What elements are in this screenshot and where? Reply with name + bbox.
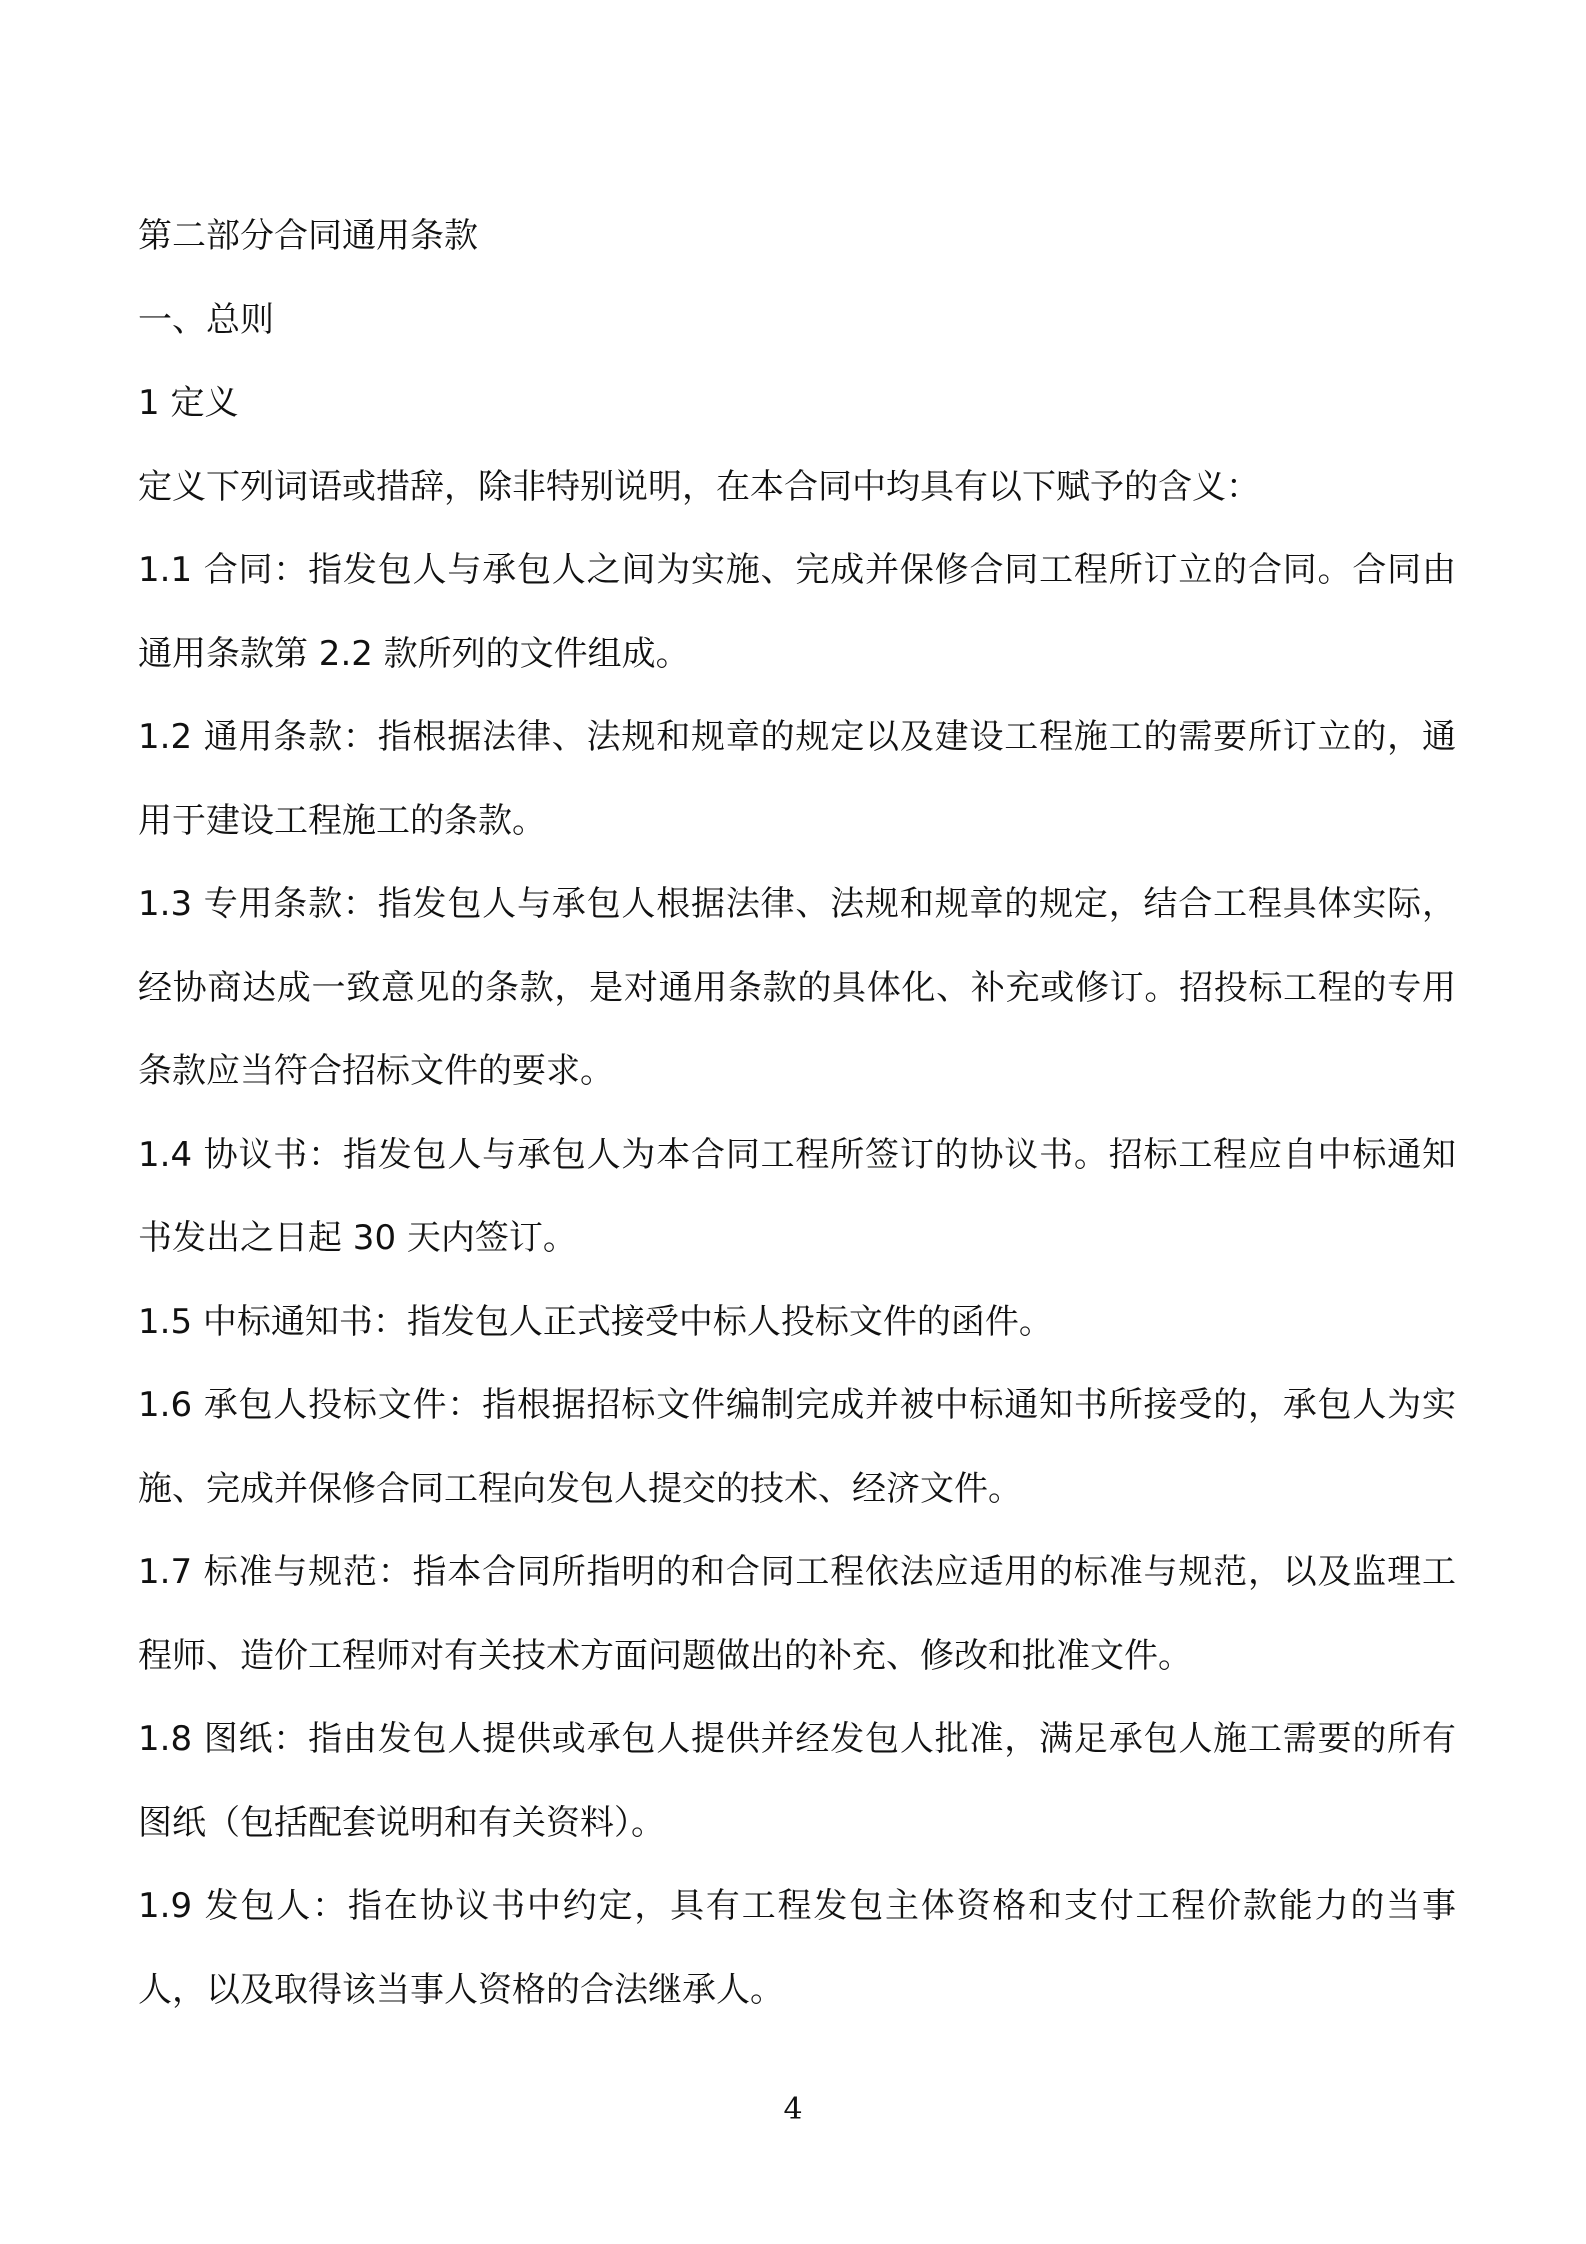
clause-1-3: 1.3 专用条款：指发包人与承包人根据法律、法规和规章的规定，结合工程具体实际，经协商达成一致意见的条款，是对通用条款的具体化、补充或修订。招投标工程的专用条款应当符合招标文件的要求。 xyxy=(138,884,1456,1091)
document-body xyxy=(138,195,1456,2032)
chapter-title: 一、总则 xyxy=(138,299,274,340)
clause-1-4: 1.4 协议书：指发包人与承包人为本合同工程所签订的协议书。招标工程应自中标通知书发出之日起 30 天内签订。 xyxy=(138,1134,1456,1258)
section-title: 1 定义 xyxy=(138,383,239,423)
page-number: 4 xyxy=(783,2092,803,2127)
clause-1-6: 1.6 承包人投标文件：指根据招标文件编制完成并被中标通知书所接受的，承包人为实施、完成并保修合同工程向发包人提交的技术、经济文件。 xyxy=(138,1385,1456,1509)
definitions-intro: 定义下列词语或措辞，除非特别说明，在本合同中均具有以下赋予的含义： xyxy=(138,466,1260,507)
part-title: 第二部分合同通用条款 xyxy=(138,216,478,256)
clause-1-5: 1.5 中标通知书：指发包人正式接受中标人投标文件的函件。 xyxy=(138,1301,1053,1342)
clause-1-9: 1.9 发包人：指在协议书中约定，具有工程发包主体资格和支付工程价款能力的当事人，以及取得该当事人资格的合法继承人。 xyxy=(138,1886,1456,2010)
clause-1-1: 1.1 合同：指发包人与承包人之间为实施、完成并保修合同工程所订立的合同。合同由通用条款第 2.2 款所列的文件组成。 xyxy=(138,550,1456,674)
clause-1-8: 1.8 图纸：指由发包人提供或承包人提供并经发包人批准，满足承包人施工需要的所有图纸（包括配套说明和有关资料）。 xyxy=(138,1719,1456,1843)
clause-1-7: 1.7 标准与规范：指本合同所指明的和合同工程依法应适用的标准与规范，以及监理工程师、造价工程师对有关技术方面问题做出的补充、修改和批准文件。 xyxy=(138,1552,1456,1676)
clause-1-2: 1.2 通用条款：指根据法律、法规和规章的规定以及建设工程施工的需要所订立的，通用于建设工程施工的条款。 xyxy=(138,717,1456,841)
